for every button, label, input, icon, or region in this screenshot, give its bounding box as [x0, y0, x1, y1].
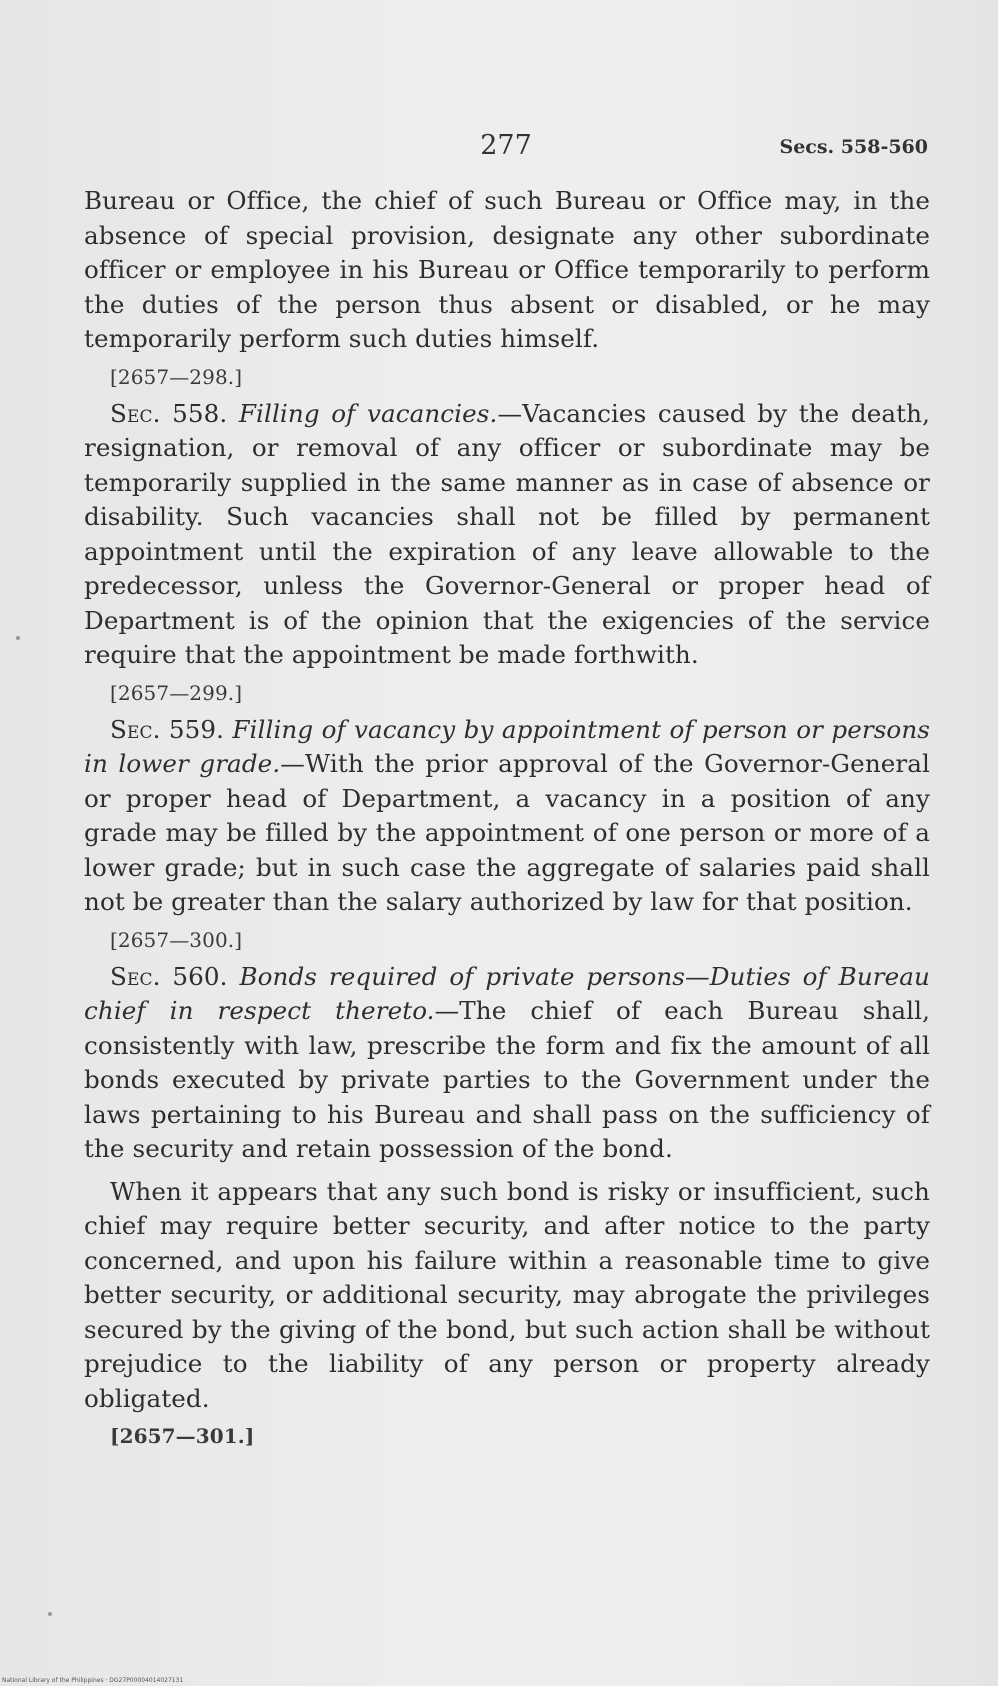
page-number: 277 [480, 130, 532, 161]
page-header [84, 128, 928, 168]
section-559-text: —With the prior approval of the Governor-General or proper head of Department, a vacancy in a position of any grade may be filled by the appointment of one person or more of a lower grade; but in such case the aggregate of salaries paid shall not be greater than the salary authorized by law for that position. [84, 749, 931, 916]
section-560 [84, 960, 930, 1167]
scan-speck [16, 636, 20, 640]
scan-footer-note: National Library of the Philippines · DG27P00004014027131 [2, 1677, 184, 1684]
citation-301: [2657—301.] [110, 1424, 255, 1448]
section-558 [84, 397, 930, 673]
section-559-heading: Filling of vacancy by appointment of person or persons in lower grade. [84, 714, 930, 778]
document-body [84, 184, 930, 1456]
citation-299: [2657—299.] [110, 680, 243, 705]
section-558-heading: Filling of vacancies. [238, 398, 498, 428]
citation-300: [2657—300.] [110, 927, 243, 952]
section-560-label: Sec. 560. [110, 961, 228, 991]
continued-paragraph: Bureau or Office, the chief of such Bureau or Office may, in the absence of special provision, designate any other subordinate officer or employee in his Bureau or Office temporarily to perform the duties of the person thus absent or disabled, or he may temporarily perform such duties himself. [84, 186, 930, 353]
section-558-label: Sec. 558. [110, 398, 228, 428]
bond-paragraph: When it appears that any such bond is risky or insufficient, such chief may require better security, and after notice to the party concerned, and upon his failure within a reasonable time to give better security, or additional security, may abrogate the privileges secured by the giving of the bond, but such action shall be without prejudice to the liability of any person or property already obligated. [84, 1176, 930, 1413]
section-560-text: —The chief of each Bureau shall, consistently with law, prescribe the form and fix the amount of all bonds executed by private parties to the Government under the laws pertaining to his Bureau and shall pass on the sufficiency of the security and retain possession of the bond. [84, 996, 930, 1163]
section-558-text: —Vacancies caused by the death, resignation, or removal of any officer or subordinate may be temporarily supplied in the same manner as in case of absence or disability. Such vacancies shall not be filled by permanent appointment until the expiration of any leave allowable to the predecessor, unless the Governor-General or proper head of Department is of the opinion that the exigencies of the service require that the appointment be made forthwith. [84, 398, 931, 669]
section-559-label: Sec. 559. [110, 714, 225, 744]
section-559 [84, 713, 930, 920]
citation-298: [2657—298.] [110, 364, 243, 389]
section-560-heading: Bonds required of private persons—Duties of Bureau chief in respect thereto. [84, 961, 930, 1025]
scan-speck [48, 1612, 52, 1616]
section-range: Secs. 558-560 [779, 136, 928, 158]
